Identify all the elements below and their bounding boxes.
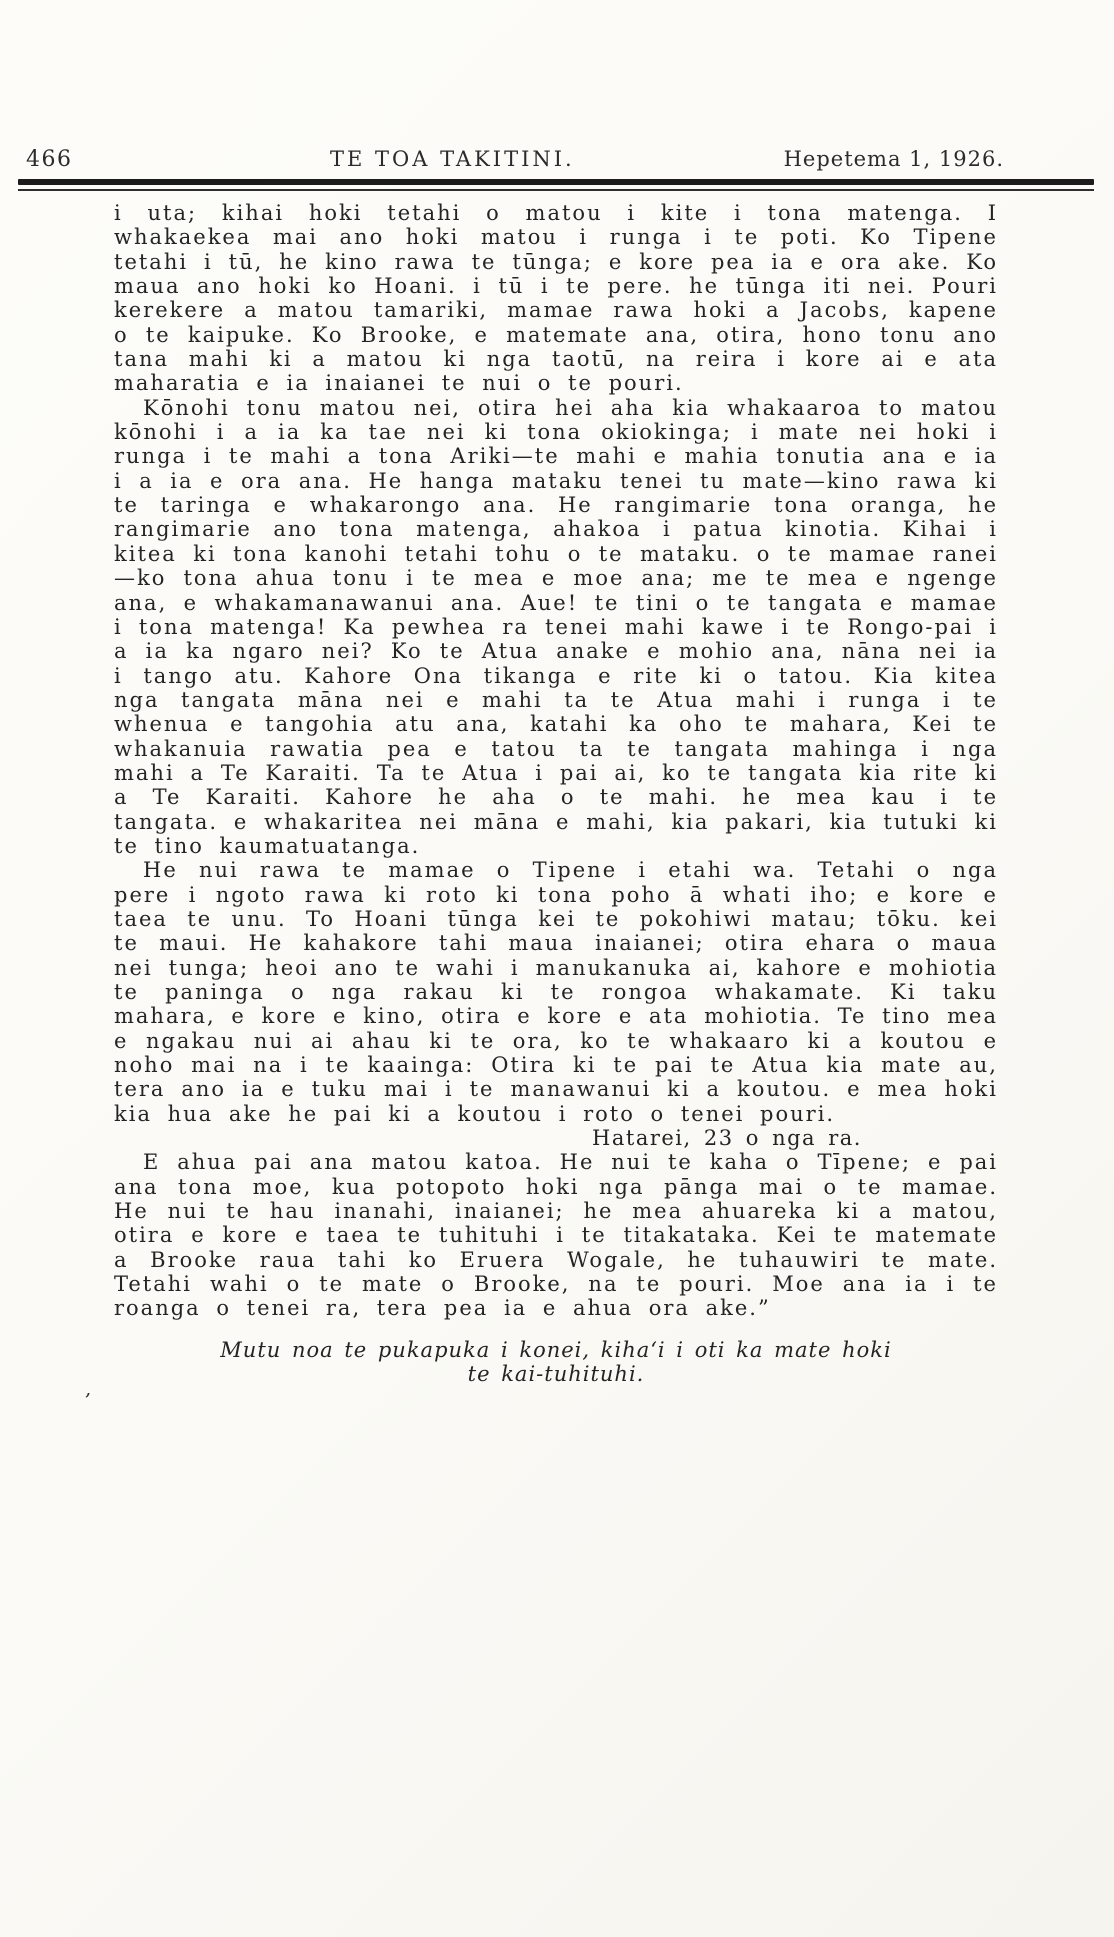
issue-date: Hepetema 1, 1926.: [783, 147, 1004, 171]
stray-ink-mark: ʼ: [84, 1390, 91, 1412]
header-rule-thin: [18, 189, 1094, 191]
paragraph-2: Kōnohi tonu matou nei, otira hei aha kia whakaaroa to matou kōnohi i a ia ka tae nei ki tona okiokinga; i mate nei hoki i runga i te mahi a tona Ariki—te mahi e mahia tonutia ana e ia i a ia e ora ana. He hanga mataku tenei tu mate—kino rawa ki te taringa e whakarongo ana. He rangimarie tona oranga, he rangimarie ano tona matenga, ahakoa i patua kinotia. Kihai i kitea ki tona kanohi tetahi tohu o te mataku. o te mamae ranei—ko tona ahua tonu i te mea e moe ana; me te mea e ngenge ana, e whakamanawanui ana. Aue! te tini o te tangata e mamae i tona matenga! Ka pewhea ra tenei mahi kawe i te Rongo-pai i a ia ka ngaro nei? Ko te Atua anake e mohio ana, nāna nei ia i tango atu. Kahore Ona tikanga e rite ki o tatou. Kia kitea nga tangata māna nei e mahi ta te Atua mahi i runga i te whenua e tangohia atu ana, katahi ka oho te mahara, Kei te whakanuia rawatia pea e tatou ta te tangata mahinga i nga mahi a Te Karaiti. Ta te Atua i pai ai, ko te tangata kia rite ki a Te Karaiti. Kahore he aha o te mahi. he mea kau i te tangata. e whakaritea nei māna e mahi, kia pakari, kia tutuki ki te tino kaumatuatanga.: [114, 395, 998, 858]
closing-line-2: te kai-tuhituhi.: [467, 1362, 645, 1387]
publication-title: TE TOA TAKITINI.: [330, 147, 575, 171]
header-rule-thick: [18, 179, 1094, 185]
paragraph-4: E ahua pai ana matou katoa. He nui te kaha o Tīpene; e pai ana tona moe, kua potopoto hoki nga pānga mai o te mamae. He nui te hau inanahi, inaianei; he mea ahuareka ki a matou, otira e kore e taea te tuhituhi i te titakataka. Kei te matemate a Brooke raua tahi ko Eruera Wogale, he tuhauwiri te mate. Tetahi wahi o te mate o Brooke, na te pouri. Moe ana ia i te roanga o tenei ra, tera pea ia e ahua ora ake.”: [114, 1150, 998, 1321]
closing-line-1: Mutu noa te pukapuka i konei, kihaʻi i oti ka mate hoki: [220, 1337, 892, 1362]
article-body: [114, 201, 998, 1387]
closing-note: [114, 1338, 998, 1387]
page-number: 466: [26, 147, 73, 172]
dateline: Hatarei, 23 o nga ra.: [592, 1126, 862, 1151]
paragraph-3: He nui rawa te mamae o Tipene i etahi wa. Tetahi o nga pere i ngoto rawa ki roto ki tona poho ā whati iho; e kore e taea te unu. To Hoani tūnga kei te pokohiwi matau; tōku. kei te maui. He kahakore tahi maua inaianei; otira ehara o maua nei tunga; heoi ano te wahi i manukanuka ai, kahore e mohiotia te paninga o nga rakau ki te rongoa whakamate. Ki taku mahara, e kore e kino, otira e kore e ata mohiotia. Te tino mea e ngakau nui ai ahau ki te ora, ko te whakaaro ki a koutou e noho mai na i te kaainga: Otira ki te pai te Atua kia mate au, tera ano ia e tuku mai i te manawanui ki a koutou. e mea hoki kia hua ake he pai ki a koutou i roto o tenei pouri.: [114, 858, 998, 1126]
paragraph-1: i uta; kihai hoki tetahi o matou i kite i tona matenga. I whakaekea mai ano hoki matou i runga i te poti. Ko Tipene tetahi i tū, he kino rawa te tūnga; e kore pea ia e ora ake. Ko maua ano hoki ko Hoani. i tū i te pere. he tūnga iti nei. Pouri kerekere a matou tamariki, mamae rawa hoki a Jacobs, kapene o te kaipuke. Ko Brooke, e matemate ana, otira, hono tonu ano tana mahi ki a matou ki nga taotū, na reira i kore ai e ata maharatia e ia inaianei te nui o te pouri.: [114, 201, 998, 396]
